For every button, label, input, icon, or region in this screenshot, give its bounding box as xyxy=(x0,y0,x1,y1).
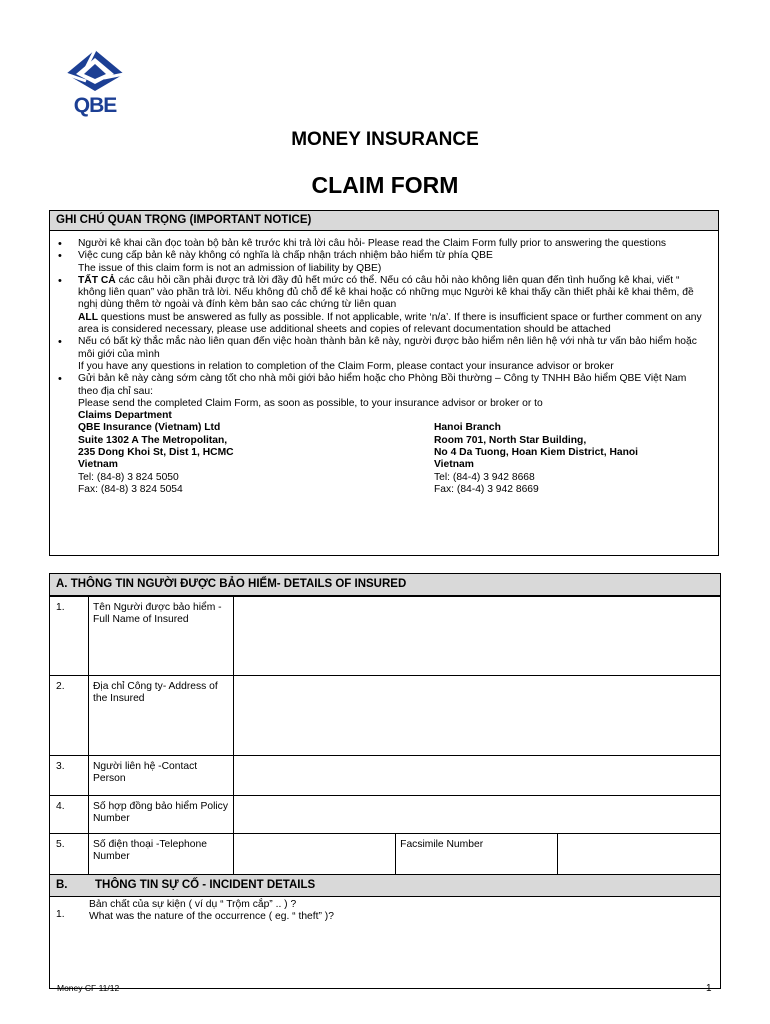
contact-person-field[interactable] xyxy=(234,756,721,796)
insured-details-table xyxy=(50,596,720,874)
form-subtitle: CLAIM FORM xyxy=(311,172,459,198)
logo-text: QBE xyxy=(73,94,117,117)
row-address xyxy=(50,676,720,756)
hanoi-office-tel: Tel: (84-4) 3 942 8668 xyxy=(434,471,535,483)
notice-item-1-text: Người kê khai cần đọc toàn bộ bản kê trước khi trả lời câu hỏi- Please read the Claim Form fully prior to answering the questions xyxy=(78,238,667,249)
question-1-vn: Bản chất của sự kiện ( ví dụ “ Trộm cắp” .. ) ? xyxy=(89,898,297,910)
row-number: 4. xyxy=(50,796,89,834)
form-code: Money CF 11/12 xyxy=(57,983,120,993)
address-field[interactable] xyxy=(234,676,721,756)
facsimile-field[interactable] xyxy=(558,834,720,874)
row-contact-person xyxy=(50,756,720,796)
hcm-office-line2: 235 Dong Khoi St, Dist 1, HCMC xyxy=(78,447,234,459)
hcm-office xyxy=(78,422,434,496)
address-label: Địa chỉ Công ty- Address of the Insured xyxy=(89,676,234,756)
policy-number-label: Số hợp đồng bảo hiểm Policy Number xyxy=(89,796,234,834)
notice-item-2-vn: • Việc cung cấp bản kê này không có nghĩa là chấp nhận trách nhiệm bảo hiểm từ phía QBE xyxy=(78,250,493,262)
claims-department: Claims Department xyxy=(78,410,172,422)
telephone-field[interactable] xyxy=(234,834,396,874)
notice-item-3-vn: các câu hỏi cần phải được trả lời đầy đủ hết mức có thể. Nếu có câu hỏi nào không liên quan đến tình huống kê khai, viết “ không liên quan” vào phần trả lời. Nếu không đủ chỗ để kê khai hoặc có những mục Người kê khai thấy cần thiết phải kê khai thêm, đề nghị dùng thêm tờ ngoài và đính kèm bản sao các chứng từ liên quan xyxy=(78,274,694,311)
full-name-field[interactable] xyxy=(234,597,721,676)
form-title: MONEY INSURANCE xyxy=(291,129,479,150)
hcm-office-country: Vietnam xyxy=(78,459,118,471)
notice-item-3 xyxy=(78,275,708,336)
important-notice-section xyxy=(49,210,719,556)
hcm-office-name: QBE Insurance (Vietnam) Ltd xyxy=(78,422,221,434)
contact-person-label: Người liên hệ -Contact Person xyxy=(89,756,234,796)
row-telephone xyxy=(50,834,720,874)
notice-item-2 xyxy=(78,250,708,275)
notice-list xyxy=(50,238,718,422)
incident-question-1[interactable] xyxy=(50,896,720,988)
row-number: 1. xyxy=(50,597,89,676)
notice-item-5 xyxy=(78,373,708,422)
section-a-heading: A. THÔNG TIN NGƯỜI ĐƯỢC BẢO HIỂM- DETAILS OF INSURED xyxy=(50,574,720,596)
notice-item-2-en: The issue of this claim form is not an admission of liability by QBE) xyxy=(78,262,382,274)
notice-item-5-en: Please send the completed Claim Form, as soon as possible, to your insurance advisor or broker or to xyxy=(78,397,543,409)
row-number: 3. xyxy=(50,756,89,796)
hanoi-office xyxy=(434,422,638,496)
row-policy-number xyxy=(50,796,720,834)
full-name-label: Tên Người được bảo hiểm - Full Name of Insured xyxy=(89,597,234,676)
section-b-title: THÔNG TIN SỰ CỐ - INCIDENT DETAILS xyxy=(95,879,316,891)
telephone-label: Số điện thoại -Telephone Number xyxy=(89,834,234,874)
policy-number-field[interactable] xyxy=(234,796,721,834)
notice-item-1 xyxy=(78,238,708,250)
office-addresses xyxy=(78,422,718,496)
question-1-en: What was the nature of the occurrence ( eg. “ theft” )? xyxy=(89,910,334,922)
notice-item-3-en: questions must be answered as fully as possible. If not applicable, write ‘n/a’. If there is insufficient space or further comment on any area is considered necessary, please use additional sheets and copies of relevant documentation should be attached xyxy=(78,311,702,336)
notice-item-3-en-bold: ALL xyxy=(78,311,99,323)
row-number: 2. xyxy=(50,676,89,756)
page-number: 1 xyxy=(706,983,712,994)
hanoi-office-line1: Room 701, North Star Building, xyxy=(434,434,587,446)
hcm-office-tel: Tel: (84-8) 3 824 5050 xyxy=(78,471,179,483)
hanoi-office-line2: No 4 Da Tuong, Hoan Kiem District, Hanoi xyxy=(434,447,639,459)
section-b-heading xyxy=(50,874,720,896)
hanoi-office-fax: Fax: (84-4) 3 942 8669 xyxy=(434,483,539,495)
section-b-letter: B. xyxy=(56,879,68,891)
qbe-logo xyxy=(64,48,126,118)
notice-item-4-vn: • Nếu có bất kỳ thắc mắc nào liên quan đến việc hoàn thành bản kê này, người được bảo hiểm nên liên hệ với nhà tư vấn bảo hiểm hoặc môi giới của mình xyxy=(78,336,697,360)
notice-item-5-vn: • Gửi bản kê này càng sớm càng tốt cho nhà môi giới bảo hiểm hoặc cho Phòng Bồi thường – Công ty TNHH Bảo hiểm QBE Việt Nam theo địa chỉ sau: xyxy=(78,373,687,397)
question-number: 1. xyxy=(56,908,65,920)
row-number: 5. xyxy=(50,834,89,874)
section-a-details-of-insured xyxy=(49,573,721,989)
question-text xyxy=(89,897,334,988)
hcm-office-line1: Suite 1302 A The Metropolitan, xyxy=(78,434,228,446)
row-full-name xyxy=(50,597,720,676)
notice-item-4 xyxy=(78,336,708,373)
notice-item-3-bold: TẤT CẢ xyxy=(78,274,116,286)
hanoi-office-name: Hanoi Branch xyxy=(434,422,501,434)
hcm-office-fax: Fax: (84-8) 3 824 5054 xyxy=(78,483,183,495)
notice-item-4-en: If you have any questions in relation to completion of the Claim Form, please contact your insurance advisor or broker xyxy=(78,360,614,372)
qbe-logo-icon xyxy=(64,48,126,92)
facsimile-label: Facsimile Number xyxy=(396,834,558,874)
hanoi-office-country: Vietnam xyxy=(434,459,474,471)
notice-heading: GHI CHÚ QUAN TRỌNG (IMPORTANT NOTICE) xyxy=(50,211,718,231)
